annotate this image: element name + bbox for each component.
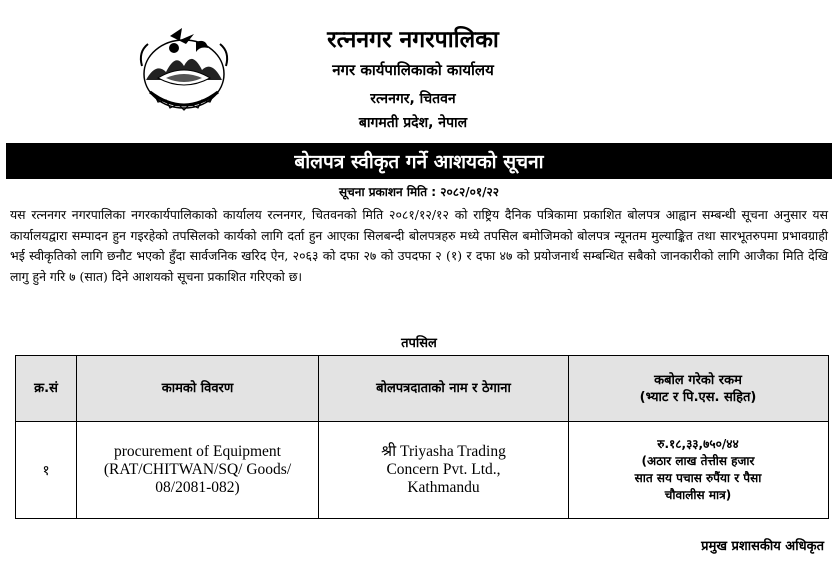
row-description-line: (RAT/CHITWAN/SQ/ Goods/: [103, 461, 292, 478]
row-amount: [569, 422, 827, 518]
notice-title: बोलपत्र स्वीकृत गर्ने आशयको सूचना: [294, 151, 544, 173]
municipality-name: रत्ननगर नगरपालिका: [327, 27, 499, 53]
row-bidder-line: Concern Pvt. Ltd.,: [386, 461, 501, 478]
header-description: कामको विवरण: [161, 381, 234, 396]
notice-body: यस रत्ननगर नगरपालिका नगरकार्यपालिकाको कार्यालय रत्ननगर, चितवनको मिति २०८१/१२/१२ को राष्ट्रिय दैनिक पत्रिकामा प्रकाशित बोलपत्र आह्वान सम्बन्धी सूचना अनुसार यस कार्यालयद्वारा सम्पादन हुन गइरहेको तपसिलको कार्यको लागि दर्ता हुन आएका सिलबन्दी बोलपत्रहरु मध्ये तपसिल बमोजिमको बोलपत्र न्यूनतम मुल्याङ्कित तथा सारभूतरुपमा प्रभावग्राही भई स्वीकृतिको लागि छनौट भएको हुँदा सार्वजनिक खरिद ऐन, २०६३ को दफा २७ को उपदफा २ (१) र दफा ४७ को प्रयोजनार्थ सम्बन्धित सबैको जानकारीको लागि आजैका मिति देखि लागु हुने गरि ७ (सात) दिने आशयको सूचना प्रकाशित गरिएको छ।: [10, 207, 828, 284]
row-bidder-line: श्री Triyasha Trading: [381, 443, 506, 460]
row-sn: १: [42, 462, 50, 479]
row-bidder: [319, 422, 568, 518]
header-amount: [569, 356, 827, 421]
office-province: बागमती प्रदेश, नेपाल: [358, 115, 468, 131]
header-amount-line: कबोल गरेको रकम: [654, 372, 742, 388]
header-sn: क्र.सं: [34, 381, 58, 396]
row-description-line: 08/2081-082): [155, 479, 240, 496]
header-bidder: बोलपत्रदाताको नाम र ठेगाना: [376, 381, 511, 396]
row-amount-line: चौवालीस मात्र): [664, 488, 732, 502]
schedule-heading: तपसिल: [401, 336, 437, 351]
row-description: [77, 422, 318, 518]
office-address: रत्ननगर, चितवन: [370, 91, 456, 107]
signatory-title: प्रमुख प्रशासकीय अधिकृत: [701, 539, 824, 554]
row-bidder-line: Kathmandu: [407, 479, 480, 496]
row-amount-line: रु.१८,३३,७५०/४४: [657, 437, 739, 451]
row-amount-line: (अठार लाख तेत्तीस हजार: [641, 454, 755, 468]
notice-title-banner: [6, 143, 832, 179]
row-description-line: procurement of Equipment: [113, 443, 281, 460]
nepal-government-emblem-icon: [136, 22, 232, 114]
publish-date: सूचना प्रकाशन मिति : २०८२/०१/२२: [339, 185, 499, 199]
header-amount-line: (भ्याट र पि.एस. सहित): [639, 389, 757, 405]
row-amount-line: सात सय पचास रुपैंया र पैसा: [634, 471, 762, 485]
contract-table: [15, 355, 829, 519]
office-name: नगर कार्यपालिकाको कार्यालय: [332, 61, 494, 79]
